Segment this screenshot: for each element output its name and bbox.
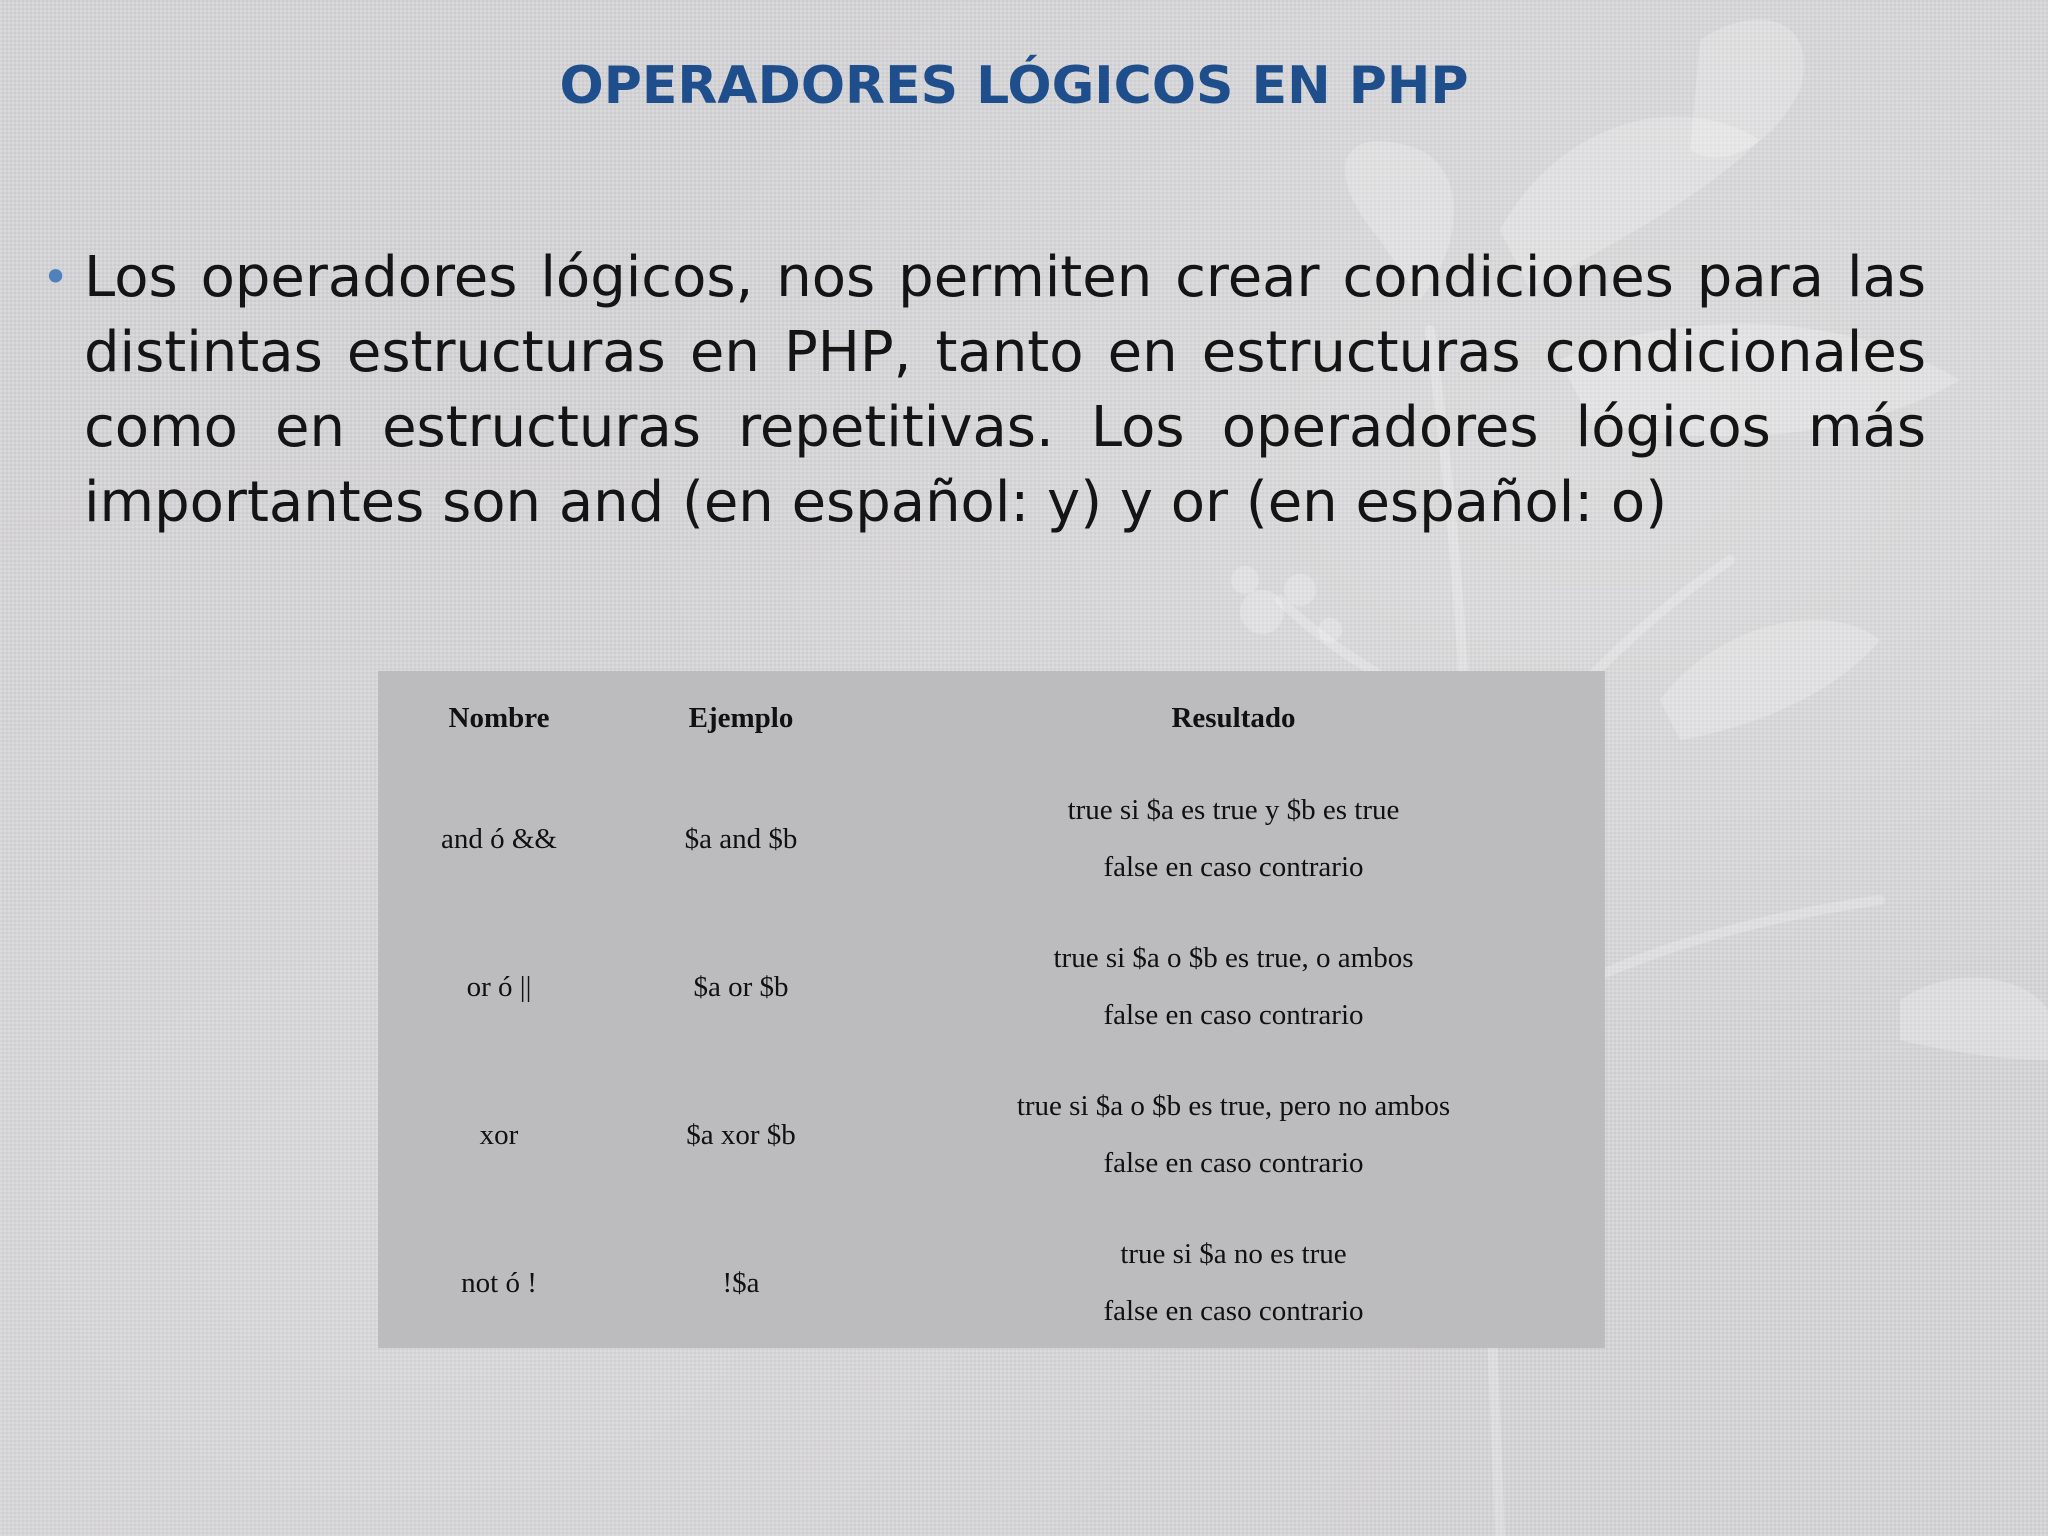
resultado-line: true si $a no es true — [1120, 1238, 1347, 1270]
table-row — [378, 913, 1605, 1061]
slide-title: OPERADORES LÓGICOS EN PHP — [559, 56, 1469, 116]
header-nombre: Nombre — [448, 701, 550, 734]
table-row — [378, 1061, 1605, 1209]
cell-ejemplo: $a xor $b — [686, 1118, 796, 1151]
header-resultado: Resultado — [1171, 701, 1296, 734]
table-row — [378, 765, 1605, 913]
cell-resultado — [862, 1061, 1605, 1209]
cell-ejemplo: $a and $b — [684, 822, 798, 855]
resultado-line: true si $a es true y $b es true — [1067, 794, 1400, 826]
table-row — [378, 1209, 1605, 1357]
resultado-line: false en caso contrario — [1103, 1295, 1364, 1327]
operators-table-panel — [378, 671, 1605, 1348]
header-ejemplo: Ejemplo — [688, 701, 794, 734]
resultado-line: false en caso contrario — [1103, 1147, 1364, 1179]
resultado-line: true si $a o $b es true, pero no ambos — [1016, 1090, 1451, 1122]
resultado-line: true si $a o $b es true, o ambos — [1053, 942, 1414, 974]
resultado-line: false en caso contrario — [1103, 999, 1364, 1031]
cell-resultado — [862, 913, 1605, 1061]
bullet-dot-icon: • — [42, 250, 70, 304]
body-paragraph: Los operadores lógicos, nos permiten crear condiciones para las distintas estructuras en PHP, tanto en estructuras condicionales como en estructuras repetitivas. Los operadores lógicos más importantes son and (en español: y) y or (en español: o) — [84, 245, 1926, 535]
operators-table — [378, 671, 1605, 1357]
cell-ejemplo: $a or $b — [693, 970, 789, 1003]
cell-nombre: not ó ! — [461, 1266, 537, 1299]
cell-resultado — [862, 1209, 1605, 1357]
cell-resultado — [862, 765, 1605, 913]
cell-nombre: xor — [479, 1118, 519, 1151]
resultado-line: false en caso contrario — [1103, 851, 1364, 883]
table-header-row — [378, 671, 1605, 765]
cell-nombre: or ó || — [466, 970, 532, 1003]
cell-ejemplo: !$a — [722, 1266, 760, 1299]
cell-nombre: and ó && — [441, 822, 557, 855]
